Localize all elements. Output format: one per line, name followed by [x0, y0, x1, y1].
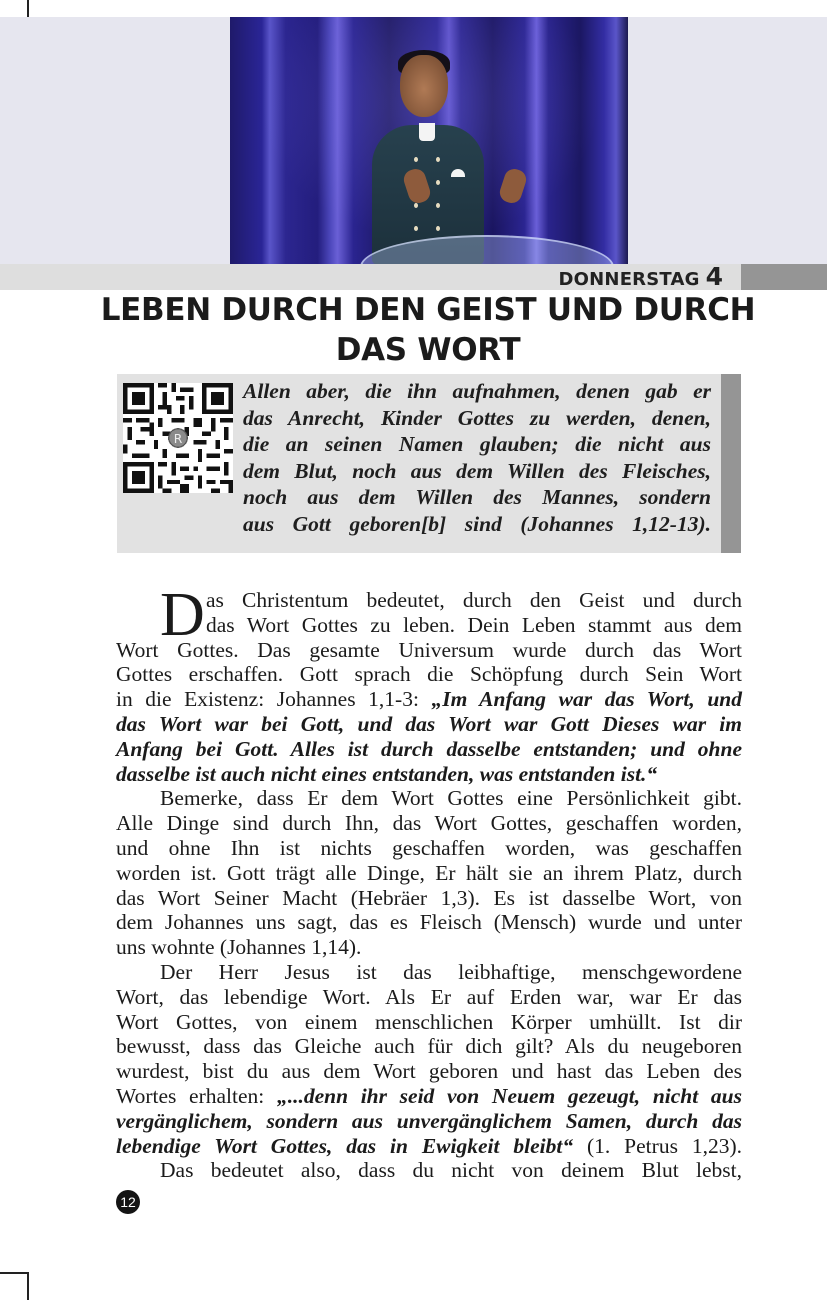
drop-cap: D [160, 581, 205, 649]
title-line-1: LEBEN DURCH DEN GEIST UND DURCH [100, 292, 756, 328]
scripture-quote: lebendige Wort Gottes, das in Ewigkeit bleibt“ [116, 1133, 574, 1158]
title-line-2: DAS WORT [335, 332, 521, 368]
body-line: Alle Dinge sind durch Ihn, das Wort Gottes, geschaffen worden, [116, 811, 742, 836]
body-line [116, 687, 742, 712]
svg-text:R: R [173, 431, 183, 446]
verse-box-accent-bar [721, 374, 741, 553]
body-line: das Wort Gottes zu leben. Dein Leben stammt aus dem [206, 612, 742, 637]
body-line: worden ist. Gott trägt alle Dinge, Er hält sie an ihrem Platz, durch [116, 860, 742, 885]
body-line: dem Johannes uns sagt, das es Fleisch (Mensch) wurde und unter [116, 910, 742, 935]
body-line: Gottes erschaffen. Gott sprach die Schöpfung durch Sein Wort [116, 662, 742, 687]
verse-line: dem Blut, noch aus dem Willen des Fleisches, [243, 458, 711, 483]
suit-button [414, 157, 418, 162]
date-label [559, 262, 723, 290]
suit-button [436, 203, 440, 208]
scripture-reference: (1. Petrus 1,23). [573, 1133, 742, 1158]
day-number: 4 [705, 262, 723, 291]
suit-button [436, 226, 440, 231]
pocket-square [451, 169, 465, 177]
scripture-quote: vergänglichem, sondern aus unvergänglichem Samen, durch das [116, 1108, 742, 1133]
speaker-photo [230, 17, 628, 264]
crop-mark-bottom-left [27, 1272, 29, 1300]
body-line [116, 1134, 742, 1159]
verse-line: aus Gott geboren[b] sind (Johannes 1,12-13). [243, 511, 711, 536]
body-line: Wort Gottes. Das gesamte Universum wurde durch das Wort [116, 637, 742, 662]
body-text: Wortes erhalten: [116, 1083, 277, 1108]
body-line: bewusst, dass das Gleiche auch für dich gilt? Als du neugeboren [116, 1034, 742, 1059]
body-line: uns wohnte (Johannes 1,14). [116, 935, 362, 960]
body-line: as Christentum bedeutet, durch den Geist und durch [206, 588, 742, 612]
body-line: wurdest, bist du aus dem Wort geboren und hast das Leben des [116, 1059, 742, 1084]
scripture-quote: „Im Anfang war das Wort, und [431, 687, 742, 712]
speaker-head [400, 55, 448, 117]
body-line: Bemerke, dass Er dem Wort Gottes eine Persönlichkeit gibt. [160, 786, 742, 811]
crop-mark-bottom-left [0, 1272, 29, 1274]
body-line: und ohne Ihn ist nichts geschaffen worden, was geschaffen [116, 835, 742, 860]
page-number: 12 [116, 1190, 140, 1214]
body-text: in die Existenz: Johannes 1,1-3: [116, 687, 432, 712]
verse-line: Allen aber, die ihn aufnahmen, denen gab er [243, 379, 711, 403]
scripture-quote: Anfang bei Gott. Alles ist durch dasselbe entstanden; und ohne [116, 736, 742, 761]
verse-line: die an seinen Namen glauben; die nicht aus [243, 432, 711, 456]
day-bar-accent [741, 264, 827, 290]
verse-line: das Anrecht, Kinder Gottes zu werden, denen, [243, 405, 711, 430]
body-line: Der Herr Jesus ist das leibhaftige, menschgewordene [160, 959, 742, 984]
body-line: Wort Gottes, von einem menschlichen Körper umhüllt. Ist dir [116, 1009, 742, 1034]
weekday: DONNERSTAG [558, 269, 700, 290]
qr-code-icon[interactable] [123, 383, 233, 493]
body-line: Das bedeutet also, dass du nicht von deinem Blut lebst, [160, 1158, 742, 1183]
body-line: Wort, das lebendige Wort. Als Er auf Erden war, war Er das [116, 984, 742, 1009]
suit-button [414, 203, 418, 208]
article-body [116, 581, 742, 1183]
scripture-quote: dasselbe ist auch nicht eines entstanden, was entstanden ist.“ [116, 761, 658, 786]
suit-button [414, 226, 418, 231]
scripture-quote: das Wort war bei Gott, und das Wort war Gott Dieses war im [116, 711, 742, 736]
speaker-collar [419, 123, 435, 141]
verse-line: noch aus dem Willen des Mannes, sondern [243, 485, 711, 509]
page-title [100, 290, 756, 370]
suit-button [436, 180, 440, 185]
body-line: das Wort Seiner Macht (Hebräer 1,3). Es ist dasselbe Wort, von [116, 885, 742, 910]
suit-button [436, 157, 440, 162]
body-line [116, 1084, 742, 1109]
scripture-quote: „...denn ihr seid von Neuem gezeugt, nicht aus [276, 1083, 742, 1108]
verse-quote [243, 378, 711, 537]
